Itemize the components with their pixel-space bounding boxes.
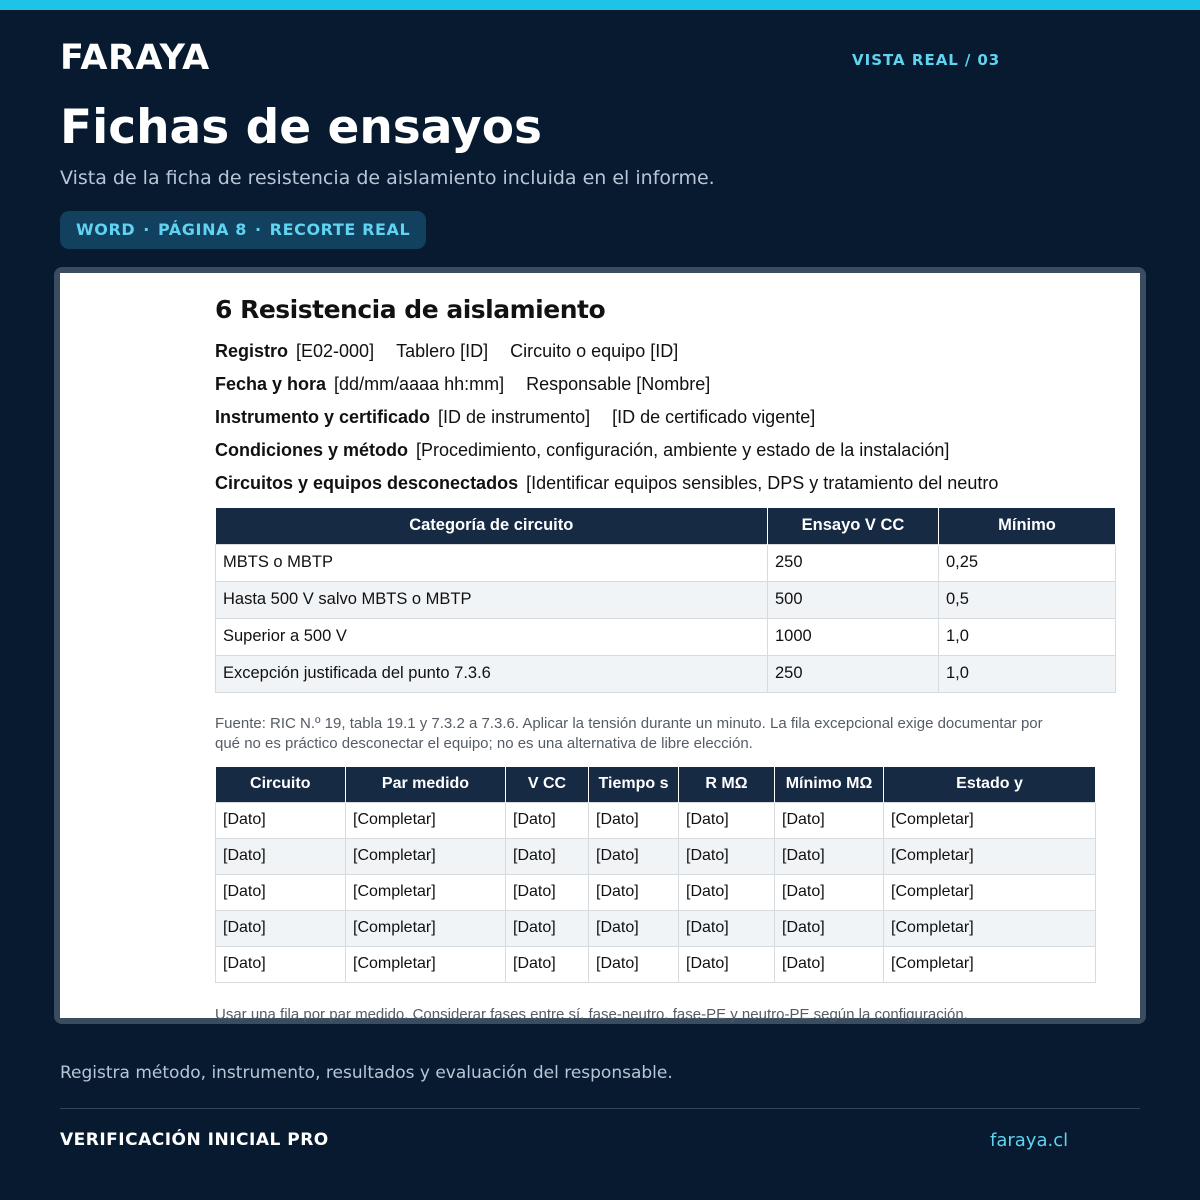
view-tag-label: VISTA REAL (852, 51, 959, 69)
column-header: Categoría de circuito (216, 508, 768, 544)
meta-value: [ID de certificado vigente] (612, 407, 816, 427)
table-cell: [Dato] (775, 910, 884, 946)
table-cell: [Dato] (506, 874, 589, 910)
table-header-row (216, 767, 1096, 802)
table-cell: Excepción justificada del punto 7.3.6 (216, 655, 768, 692)
table-cell: [Completar] (346, 802, 506, 838)
meta-row-instrumento (215, 407, 815, 428)
caption: Registra método, instrumento, resultados y evaluación del responsable. (60, 1063, 673, 1083)
table-cell: [Dato] (216, 946, 346, 982)
brand-logo: FARAYA (60, 38, 210, 78)
table-cell: [Dato] (216, 874, 346, 910)
table-cell: [Dato] (775, 946, 884, 982)
meta-label: Circuitos y equipos desconectados (215, 473, 519, 493)
footer-website-link[interactable]: faraya.cl (990, 1130, 1069, 1151)
table-cell: [Dato] (589, 946, 679, 982)
meta-value: [ID de instrumento] (438, 407, 591, 427)
meta-row-condiciones (215, 440, 949, 461)
table-row (216, 910, 1096, 946)
table-cell: [Dato] (216, 838, 346, 874)
view-tag (852, 51, 1000, 69)
table-row (216, 618, 1116, 655)
table-cell: [Dato] (679, 910, 775, 946)
badge-dot: · (254, 220, 262, 239)
column-header: Mínimo (939, 508, 1116, 544)
table-cell: 1000 (768, 618, 939, 655)
meta-value: [E02-000] (296, 341, 375, 361)
table-row (216, 655, 1116, 692)
table-cell: Hasta 500 V salvo MBTS o MBTP (216, 581, 768, 618)
column-header: Circuito (216, 767, 346, 802)
table-cell: [Dato] (679, 838, 775, 874)
table-cell: [Completar] (346, 874, 506, 910)
document-content (215, 273, 1056, 1023)
table-cell: 250 (768, 544, 939, 581)
column-header: R MΩ (679, 767, 775, 802)
table-row (216, 838, 1096, 874)
divider (60, 1108, 1140, 1109)
source-badge (60, 211, 426, 249)
document-heading: 6 Resistencia de aislamiento (215, 295, 606, 324)
meta-label: Fecha y hora (215, 374, 327, 394)
meta-label: Instrumento y certificado (215, 407, 431, 427)
table-cell: [Completar] (884, 838, 1096, 874)
table-cell: 0,5 (939, 581, 1116, 618)
table-cell: 1,0 (939, 618, 1116, 655)
table-cell: [Dato] (775, 802, 884, 838)
table-cell: MBTS o MBTP (216, 544, 768, 581)
table-cell: 0,25 (939, 544, 1116, 581)
table-cell: 500 (768, 581, 939, 618)
document-page (60, 273, 1140, 1023)
meta-value: Tablero [ID] (396, 341, 489, 361)
column-header: Tiempo s (589, 767, 679, 802)
table-cell: [Dato] (506, 910, 589, 946)
column-header: Par medido (346, 767, 506, 802)
badge-page: PÁGINA 8 (157, 220, 247, 239)
usage-note: Usar una fila por par medido. Considerar fases entre sí, fase-neutro, fase-PE y neutro-PE según la configuración. (215, 1006, 968, 1023)
table-cell: [Completar] (884, 910, 1096, 946)
table-cell: [Dato] (506, 838, 589, 874)
badge-dot: · (143, 220, 150, 239)
table-cell: [Completar] (346, 838, 506, 874)
table-cell: 1,0 (939, 655, 1116, 692)
badge-type: RECORTE REAL (269, 220, 411, 239)
table-row (216, 544, 1116, 581)
table-cell: [Dato] (775, 874, 884, 910)
column-header: Ensayo V CC (768, 508, 939, 544)
table-cell: [Dato] (589, 802, 679, 838)
voltage-category-table (215, 508, 1116, 693)
table-cell: [Completar] (346, 910, 506, 946)
page-subtitle: Vista de la ficha de resistencia de aislamiento incluida en el informe. (60, 167, 715, 189)
table-cell: [Completar] (884, 802, 1096, 838)
table-cell: [Dato] (775, 838, 884, 874)
meta-value: [Identificar equipos sensibles, DPS y tratamiento del neutro (526, 473, 999, 493)
table-cell: [Completar] (884, 946, 1096, 982)
table-row (216, 802, 1096, 838)
column-header: Mínimo MΩ (775, 767, 884, 802)
meta-label: Condiciones y método (215, 440, 409, 460)
page-title: Fichas de ensayos (60, 100, 542, 155)
table-row (216, 946, 1096, 982)
meta-label: Registro (215, 341, 289, 361)
table-cell: [Dato] (679, 946, 775, 982)
accent-bar (0, 0, 1200, 10)
table-cell: [Dato] (589, 910, 679, 946)
table-header-row (216, 508, 1116, 544)
source-note: Fuente: RIC N.º 19, tabla 19.1 y 7.3.2 a 7.3.6. Aplicar la tensión durante un minuto. La fila excepcional exige documentar por qué no es práctico desconectar el equipo; no es una alternativa de libre elección. (215, 715, 1043, 752)
table-cell: [Dato] (216, 910, 346, 946)
table-cell: [Completar] (346, 946, 506, 982)
table-cell: [Dato] (506, 802, 589, 838)
table-cell: [Dato] (216, 802, 346, 838)
table-row (216, 874, 1096, 910)
badge-source: WORD (76, 220, 136, 239)
table-cell: Superior a 500 V (216, 618, 768, 655)
table-cell: [Dato] (679, 874, 775, 910)
meta-row-registro (215, 341, 678, 362)
column-header: V CC (506, 767, 589, 802)
meta-value: [Procedimiento, configuración, ambiente y estado de la instalación] (416, 440, 950, 460)
table-cell: [Dato] (679, 802, 775, 838)
meta-row-fecha (215, 374, 710, 395)
column-header: Estado y (884, 767, 1096, 802)
meta-row-desconectados (215, 473, 998, 494)
view-tag-number: 03 (977, 51, 1001, 69)
table-cell: [Dato] (589, 874, 679, 910)
table-cell: [Completar] (884, 874, 1096, 910)
document-frame (54, 267, 1146, 1024)
table-cell: [Dato] (589, 838, 679, 874)
table-cell: [Dato] (506, 946, 589, 982)
measurement-table (215, 767, 1096, 983)
view-tag-separator: / (964, 51, 972, 69)
footer-product: VERIFICACIÓN INICIAL PRO (60, 1130, 329, 1150)
table-cell: 250 (768, 655, 939, 692)
meta-value: [dd/mm/aaaa hh:mm] (334, 374, 505, 394)
meta-value: Responsable [Nombre] (526, 374, 711, 394)
table-row (216, 581, 1116, 618)
meta-value: Circuito o equipo [ID] (510, 341, 679, 361)
